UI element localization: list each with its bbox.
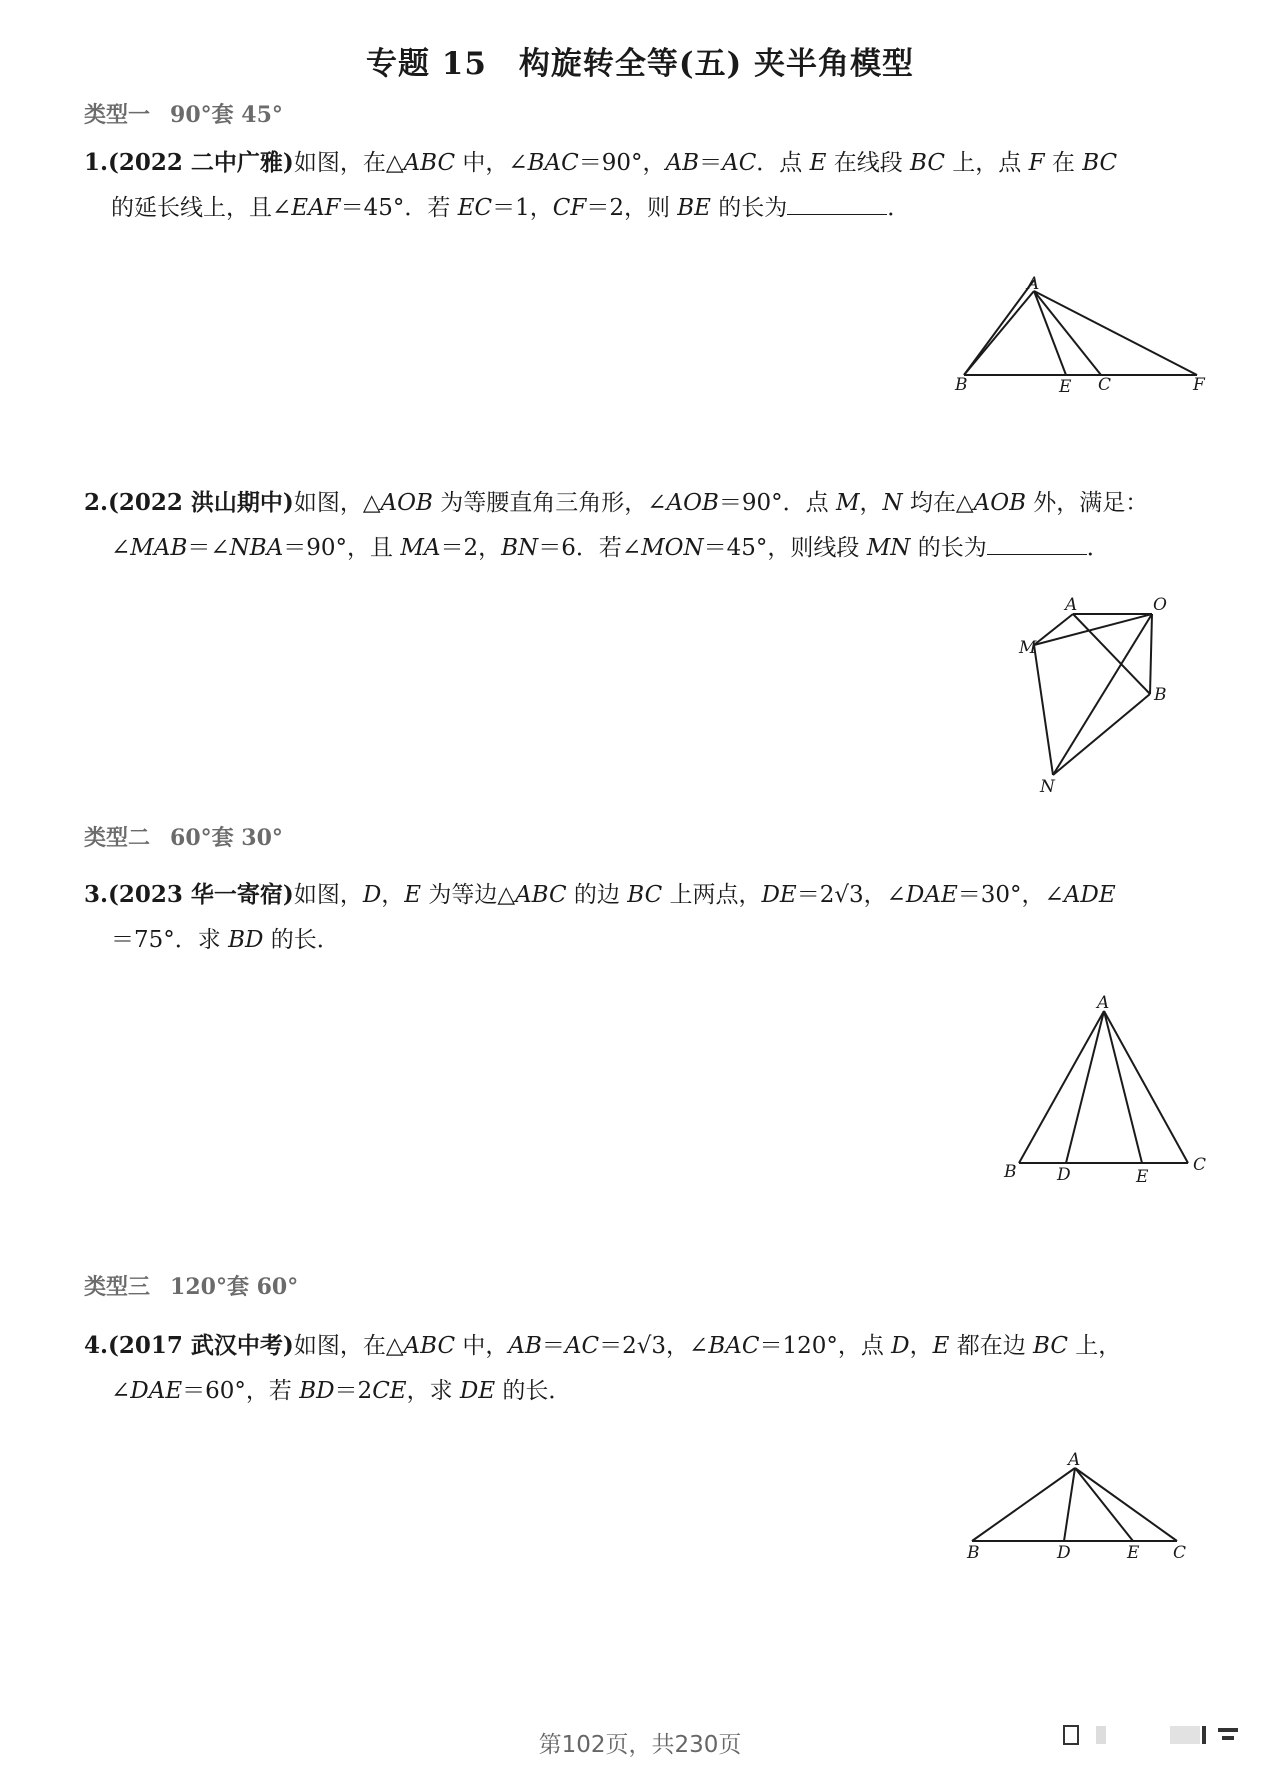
segment-AC: [1104, 1011, 1188, 1163]
point-label-E: E: [1059, 377, 1072, 397]
page-view-icon: [1064, 1726, 1078, 1744]
segment-AD: [1064, 1468, 1075, 1541]
problem-number: 4.: [84, 1332, 109, 1359]
segment-AC: [1034, 291, 1101, 375]
problem-number: 1.: [84, 149, 109, 176]
point-label-C: C: [1193, 1155, 1207, 1175]
section-label: 类型三: [84, 1274, 151, 1300]
point-label-D: D: [1057, 1165, 1071, 1185]
page-counter: 第102页，共230页: [538, 1732, 742, 1758]
segment-AF: [1034, 291, 1197, 375]
figure-1: [955, 274, 1220, 420]
toolbar-icons: [1062, 1722, 1252, 1748]
section-heading-3: [84, 1270, 298, 1301]
point-label-B: B: [955, 375, 968, 395]
problem-3: 3.(2023 华一寄宿)如图，D，E 为等边△ABC 的边 BC 上两点，DE＝2√3，∠DAE＝30°，∠ADE ＝75°．求 BD 的长．: [84, 881, 1116, 953]
segment-OB: [1150, 614, 1152, 694]
problem-number: 3.: [84, 881, 109, 908]
segment-AB: [964, 280, 1034, 375]
section-heading-1: [84, 98, 283, 129]
segment-AB: [1019, 1011, 1104, 1163]
segment-AB: [972, 1468, 1075, 1541]
progress-icon: [1170, 1726, 1200, 1744]
menu-icon: [1218, 1728, 1238, 1732]
section-subtitle: 90°套 45°: [170, 102, 283, 128]
point-label-C: C: [1098, 375, 1112, 395]
point-label-E: E: [1136, 1167, 1149, 1187]
point-label-A: A: [1097, 993, 1110, 1013]
point-label-M: M: [1019, 638, 1037, 658]
point-label-N: N: [1040, 777, 1055, 797]
point-label-B: B: [1154, 685, 1167, 705]
problem-source: (2022 二中广雅): [108, 149, 294, 176]
figure-4: [960, 1450, 1200, 1565]
answer-blank: [787, 190, 887, 215]
point-label-D: D: [1057, 1543, 1071, 1563]
segment-AB: [964, 291, 1034, 375]
segment-AB: [1073, 614, 1150, 694]
problem-2: 2.(2022 洪山期中)如图，△AOB 为等腰直角三角形，∠AOB＝90°．点 M，N 均在△AOB 外，满足： ∠MAB＝∠NBA＝90°，且 MA＝2，BN＝6．若∠MON＝45°，则线段 MN 的长为 ．: [84, 489, 1149, 561]
segment-MN: [1034, 645, 1053, 775]
figure-2: [1019, 595, 1180, 800]
section-label: 类型二: [84, 825, 151, 851]
point-label-O: O: [1153, 595, 1167, 615]
segment-ON: [1053, 614, 1152, 775]
section-label: 类型一: [84, 102, 151, 128]
point-label-A: A: [1068, 1450, 1081, 1470]
point-label-E: E: [1127, 1543, 1140, 1563]
problem-source: (2022 洪山期中): [108, 489, 294, 516]
segment-AE: [1104, 1011, 1142, 1163]
point-label-A: A: [1065, 595, 1078, 615]
divider-icon: [1202, 1726, 1206, 1744]
point-label-A: A: [1027, 274, 1040, 294]
problem-4: 4.(2017 武汉中考)如图，在△ABC 中，AB＝AC＝2√3，∠BAC＝120°，点 D，E 都在边 BC 上， ∠DAE＝60°，若 BD＝2CE，求 DE 的长．: [84, 1332, 1122, 1404]
section-subtitle: 60°套 30°: [170, 825, 283, 851]
problem-source: (2023 华一寄宿): [108, 881, 294, 908]
problem-1: 1.(2022 二中广雅)如图，在△ABC 中，∠BAC＝90°，AB＝AC．点 E 在线段 BC 上，点 F 在 BC 的延长线上，且∠EAF＝45°．若 EC＝1，CF＝2，则 BE 的长为 ．: [84, 149, 1118, 221]
segment-BN: [1053, 694, 1150, 775]
figure-3: [1000, 993, 1220, 1187]
segment-OM: [1034, 614, 1152, 645]
point-label-C: C: [1173, 1543, 1187, 1563]
problem-number: 2.: [84, 489, 109, 516]
segment-AD: [1066, 1011, 1104, 1163]
page-title: 专题 15 构旋转全等(五) 夹半角模型: [365, 46, 915, 82]
point-label-F: F: [1193, 375, 1205, 395]
answer-blank: [987, 530, 1087, 555]
segment-AE: [1034, 291, 1066, 375]
section-subtitle: 120°套 60°: [170, 1274, 299, 1300]
section-heading-2: [84, 821, 283, 852]
point-label-B: B: [967, 1543, 980, 1563]
point-label-B: B: [1004, 1162, 1017, 1182]
scroll-icon: [1096, 1726, 1106, 1744]
segment-AC: [1075, 1468, 1177, 1541]
problem-source: (2017 武汉中考): [108, 1332, 294, 1359]
